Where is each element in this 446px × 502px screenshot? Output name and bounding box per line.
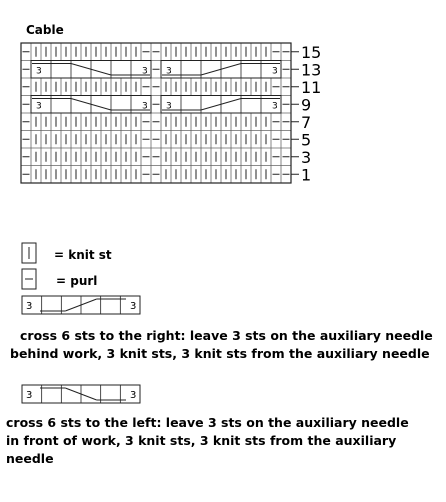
cross-right-description-line-1: cross 6 sts to the right: leave 3 sts on the auxiliary needle bbox=[20, 328, 433, 343]
cross-right-legend-number-label: 3 bbox=[130, 301, 137, 312]
purl-legend-label: = purl bbox=[56, 274, 98, 288]
cable-number-label: 3 bbox=[36, 101, 42, 112]
row-number-label: 11 bbox=[301, 77, 322, 97]
row-number-label: 1 bbox=[301, 165, 312, 185]
cross-left-legend-number-label: 3 bbox=[130, 390, 137, 401]
cable-number-label: 3 bbox=[272, 101, 278, 112]
cable-number-label: 3 bbox=[166, 101, 172, 112]
row-number-label: 15 bbox=[301, 42, 322, 62]
cross-right-legend-number-label: 3 bbox=[26, 301, 33, 312]
row-number-label: 9 bbox=[301, 95, 312, 115]
cable-number-label: 3 bbox=[142, 66, 148, 77]
cross-right-description-line-2: behind work, 3 knit sts, 3 knit sts from the auxiliary needle bbox=[10, 346, 430, 361]
cable-number-label: 3 bbox=[36, 66, 42, 77]
cable-number-label: 3 bbox=[142, 101, 148, 112]
cross-left-description-line-2: in front of work, 3 knit sts, 3 knit sts from the auxiliary bbox=[6, 433, 397, 448]
cable-number-label: 3 bbox=[166, 66, 172, 77]
cable-number-label: 3 bbox=[272, 66, 278, 77]
row-number-label: 3 bbox=[301, 147, 312, 167]
chart-title: Cable bbox=[26, 23, 64, 37]
cross-left-description-line-1: cross 6 sts to the left: leave 3 sts on the auxiliary needle bbox=[6, 415, 409, 430]
knit-legend-label: = knit st bbox=[54, 248, 112, 262]
cross-left-legend-number-label: 3 bbox=[26, 390, 33, 401]
row-number-label: 13 bbox=[301, 60, 322, 80]
cross-left-description-line-3: needle bbox=[6, 451, 54, 466]
row-number-label: 5 bbox=[301, 130, 312, 150]
row-number-label: 7 bbox=[301, 112, 312, 132]
